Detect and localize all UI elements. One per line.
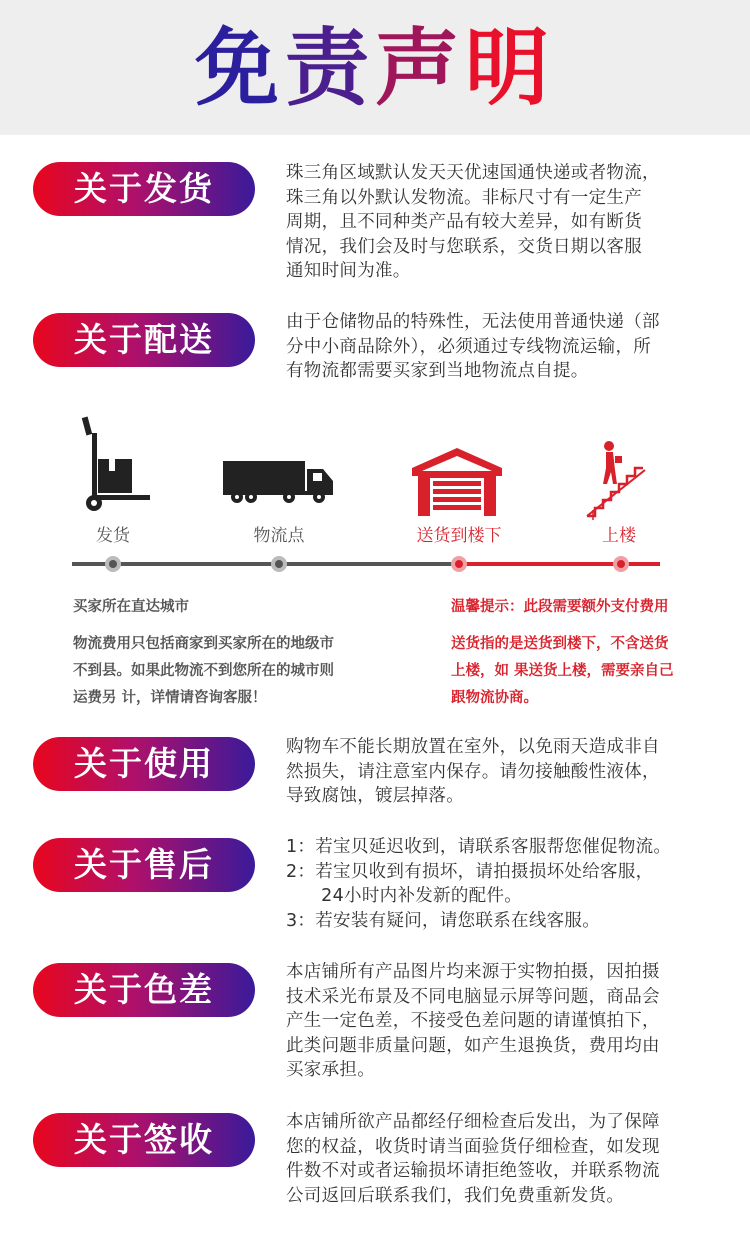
text-line: 本店铺所欲产品都经仔细检查后发出，为了保障 (286, 1112, 660, 1132)
flow-track-included (72, 562, 462, 566)
title-char: 免 (194, 19, 285, 117)
section-text-receipt (286, 1110, 726, 1208)
page-title (0, 18, 750, 118)
text-line: 导致腐蚀，镀层掉落。 (286, 786, 464, 806)
note-extra-fee-line: 跟物流协商。 (451, 690, 538, 706)
section-label-shipping: 关于发货 (33, 162, 255, 216)
header-banner (0, 0, 750, 135)
note-warning: 温馨提示：此段需要额外支付费用 (451, 599, 669, 615)
text-line: 珠三角区域默认发天天优速国通快递或者物流， (286, 163, 660, 183)
text-line: 2：若宝贝收到有损坏，请拍摄损坏处给客服， (286, 861, 654, 882)
note-extra-fee-line: 上楼，如 果送货上楼，需要亲自己 (451, 663, 674, 679)
section-text-usage (286, 735, 726, 809)
text-line: 本店铺所有产品图片均来源于实物拍摄，因拍摄 (286, 962, 660, 982)
step-label-downstairs: 送货到楼下 (416, 526, 502, 546)
text-line: 3：若安装有疑问，请您联系在线客服。 (286, 910, 601, 931)
flow-track-extra-fee (455, 562, 660, 566)
note-fee-line: 运费另 计，详情请咨询客服！ (73, 690, 267, 706)
note-extra-fee-line: 送货指的是送货到楼下，不含送货 (451, 636, 669, 652)
section-text-shipping (286, 161, 726, 284)
text-line: 您的权益，收货时请当面验货仔细检查，如发现 (286, 1136, 660, 1157)
flow-dot (451, 556, 467, 572)
section-label-after-sales: 关于售后 (33, 838, 255, 892)
flow-dot (613, 556, 629, 572)
truck-icon (223, 457, 335, 505)
text-line: 件数不对或者运输损坏请拒绝签收，并联系物流 (286, 1161, 660, 1181)
text-line: 情况，我们会及时与您联系，交货日期以客服 (286, 236, 642, 257)
section-text-color-difference (286, 960, 726, 1083)
text-line: 有物流都需要买家到当地物流点自提。 (286, 361, 589, 381)
note-direct-city: 买家所在直达城市 (73, 599, 189, 615)
step-label-logistics-point: 物流点 (253, 526, 305, 546)
text-line: 通知时间为准。 (286, 261, 411, 281)
text-line: 1：若宝贝延迟收到，请联系客服帮您催促物流。 (286, 837, 672, 857)
section-label-delivery: 关于配送 (33, 313, 255, 367)
text-line: 由于仓储物品的特殊性，无法使用普通快递（部 (286, 312, 660, 332)
text-line: 24小时内补发新的配件。 (286, 886, 523, 906)
step-label-ship: 发货 (96, 526, 130, 546)
section-text-after-sales (286, 835, 726, 933)
stairs-icon (585, 440, 649, 520)
text-line: 购物车不能长期放置在室外，以免雨天造成非自 (286, 737, 660, 757)
note-fee-line: 不到县。如果此物流不到您所在的城市则 (73, 663, 334, 679)
title-char: 声 (375, 19, 466, 117)
section-label-receipt: 关于签收 (33, 1113, 255, 1167)
text-line: 产生一定色差，不接受色差问题的请谨慎拍下， (286, 1011, 660, 1031)
text-line: 公司返回后联系我们，我们免费重新发货。 (286, 1185, 625, 1206)
note-fee-line: 物流费用只包括商家到买家所在的地级市 (73, 636, 334, 652)
text-line: 买家承担。 (286, 1060, 375, 1080)
text-line: 技术采光布景及不同电脑显示屏等问题，商品会 (286, 986, 660, 1007)
hand-truck-icon (78, 415, 154, 513)
delivery-flow (0, 405, 750, 725)
text-line: 此类问题非质量问题，如产生退换货，费用均由 (286, 1035, 660, 1056)
text-line: 然损失，请注意室内保存。请勿接触酸性液体， (286, 761, 660, 782)
title-char: 明 (465, 19, 556, 117)
title-char: 责 (284, 19, 375, 117)
flow-dot (105, 556, 121, 572)
section-label-color-difference: 关于色差 (33, 963, 255, 1017)
step-label-upstairs: 上楼 (602, 526, 636, 546)
section-text-delivery (286, 310, 726, 384)
warehouse-icon (412, 448, 502, 516)
flow-dot (271, 556, 287, 572)
section-label-usage: 关于使用 (33, 737, 255, 791)
text-line: 周期，且不同种类产品有较大差异，如有断货 (286, 212, 642, 232)
text-line: 珠三角以外默认发物流。非标尺寸有一定生产 (286, 187, 642, 208)
text-line: 分中小商品除外），必须通过专线物流运输，所 (286, 336, 652, 357)
